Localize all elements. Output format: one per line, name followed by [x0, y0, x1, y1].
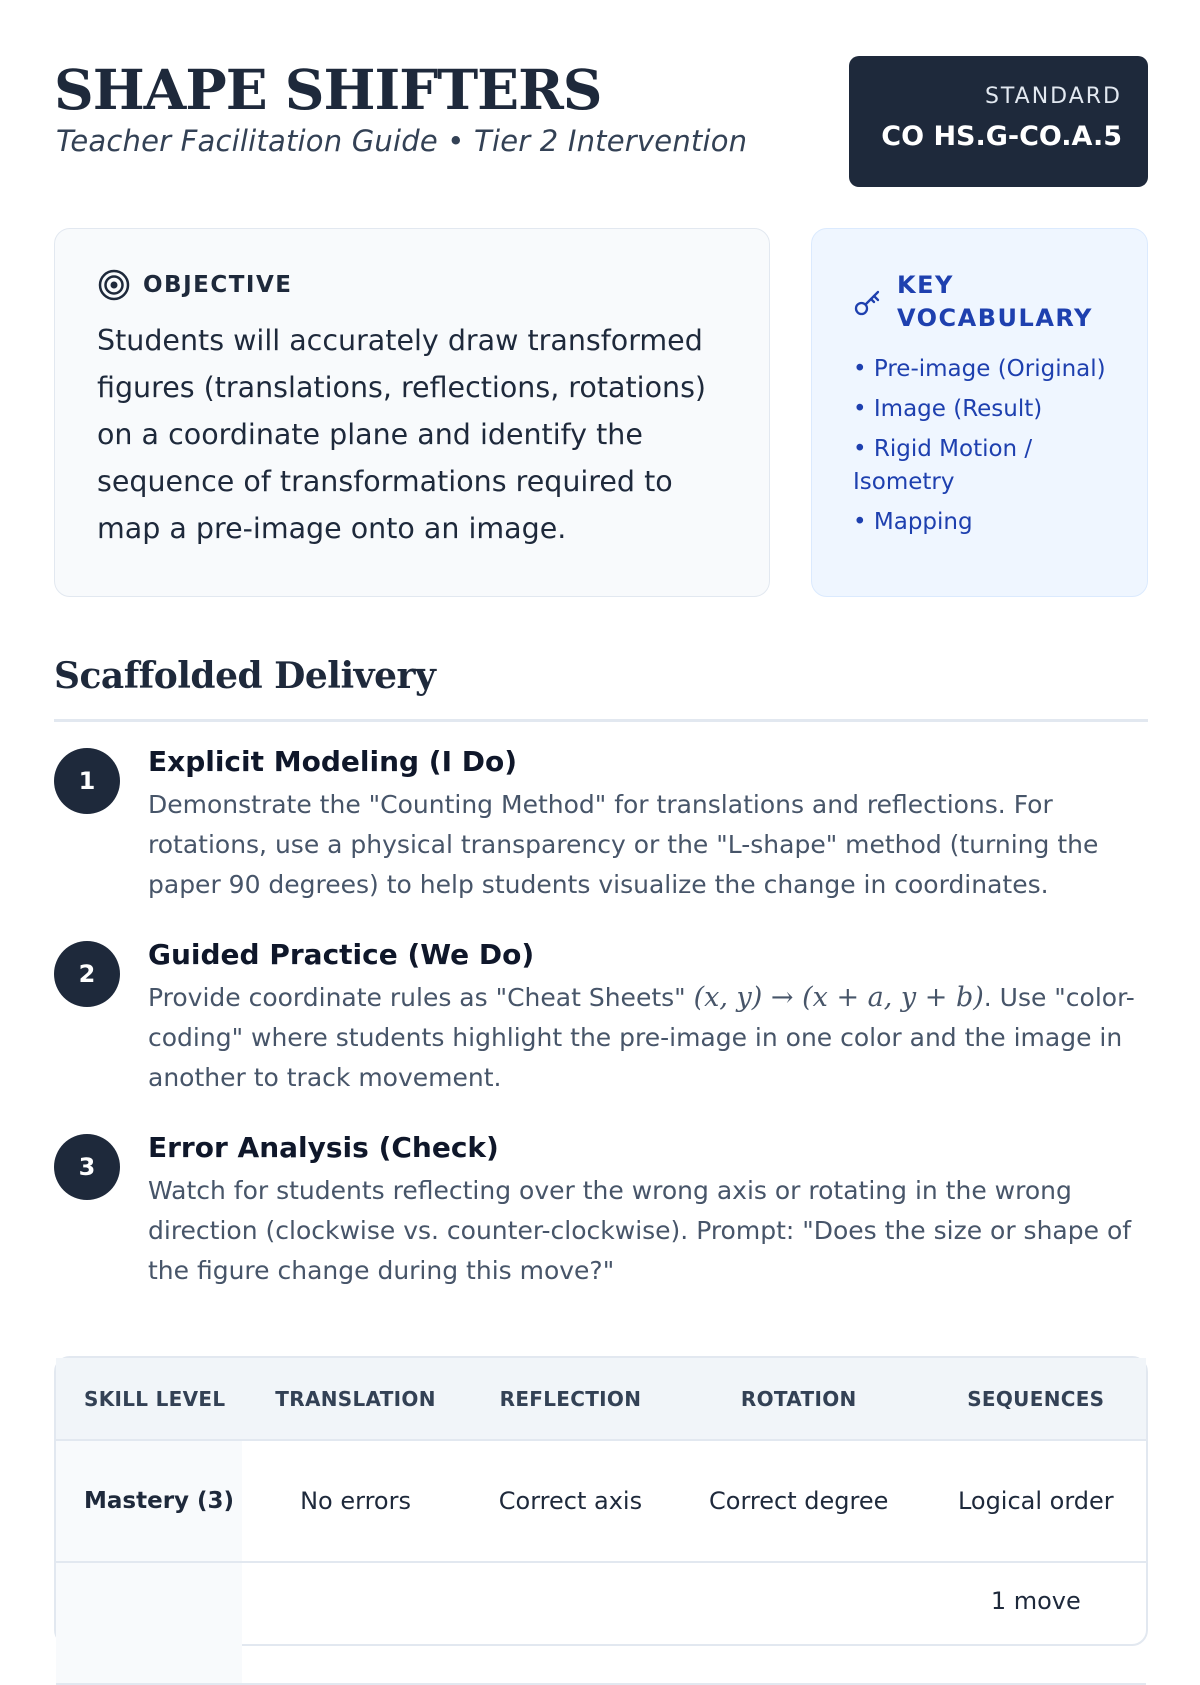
- vocabulary-header: [853, 269, 1127, 335]
- table-cell: Logical order: [926, 1440, 1146, 1562]
- table-cell: Correct axis: [469, 1440, 672, 1562]
- column-header: SKILL LEVEL: [56, 1358, 242, 1440]
- table-header-row: [56, 1358, 1146, 1440]
- table-cell: [242, 1562, 469, 1684]
- table-row: [56, 1562, 1146, 1684]
- step-text-before: Provide coordinate rules as "Cheat Sheets": [148, 983, 694, 1012]
- step-body: [148, 938, 1148, 1098]
- column-header: REFLECTION: [469, 1358, 672, 1440]
- table-cell: [672, 1562, 926, 1684]
- standard-badge: [849, 56, 1148, 187]
- table-cell: No errors: [242, 1440, 469, 1562]
- section-title: Scaffolded Delivery: [54, 655, 436, 697]
- step-body: [148, 745, 1148, 905]
- table-cell: [469, 1562, 672, 1684]
- vocabulary-item: • Mapping: [853, 509, 973, 535]
- step-number-badge: 2: [54, 941, 120, 1007]
- step-title: Explicit Modeling (I Do): [148, 745, 518, 778]
- page-subtitle: Teacher Facilitation Guide • Tier 2 Intervention: [56, 124, 748, 158]
- page-title: SHAPE SHIFTERS: [54, 57, 602, 122]
- objective-card: [54, 228, 770, 597]
- step-title: Guided Practice (We Do): [148, 938, 535, 971]
- standard-code: CO HS.G-CO.A.5: [881, 121, 1122, 152]
- skill-level-cell: Mastery (3): [56, 1440, 242, 1562]
- step-title: Error Analysis (Check): [148, 1131, 499, 1164]
- rubric-table: [54, 1356, 1148, 1646]
- table-row: [56, 1440, 1146, 1562]
- standard-label: STANDARD: [984, 84, 1122, 109]
- skill-level-cell: [56, 1562, 242, 1684]
- key-icon: [853, 287, 883, 317]
- step-number-badge: 1: [54, 748, 120, 814]
- vocabulary-heading: [897, 269, 1093, 335]
- vocabulary-card: [811, 228, 1148, 597]
- step-number-badge: 3: [54, 1134, 120, 1200]
- step-text: Watch for students reflecting over the wrong axis or rotating in the wrong direction (clockwise vs. counter-clockwise). Prompt: "Does the size or shape of the figure change during this move?": [148, 1176, 1132, 1285]
- vocabulary-item: • Pre-image (Original): [853, 356, 1106, 382]
- column-header: SEQUENCES: [926, 1358, 1146, 1440]
- page-header: [54, 56, 1148, 187]
- column-header: ROTATION: [672, 1358, 926, 1440]
- step-text-after: . Use "color-coding" where students highlight the pre-image in one color and the image in another to track movement.: [148, 983, 1135, 1092]
- column-header: TRANSLATION: [242, 1358, 469, 1440]
- coordinate-rule: (x, y) → (x + a, y + b): [693, 982, 984, 1013]
- vocabulary-item: • Image (Result): [853, 396, 1043, 422]
- table-cell: 1 move: [926, 1562, 1146, 1684]
- vocabulary-list: [853, 353, 1127, 539]
- vocabulary-heading-line-2: VOCABULARY: [897, 304, 1093, 332]
- step-text: Demonstrate the "Counting Method" for translations and reflections. For rotations, use a physical transparency or the "L-shape" method (turning the paper 90 degrees) to help students visualize the change in coordinates.: [148, 790, 1099, 899]
- objective-heading: OBJECTIVE: [143, 272, 293, 298]
- target-icon: [97, 268, 131, 302]
- section-divider: [54, 719, 1148, 722]
- vocabulary-heading-line-1: KEY: [897, 271, 954, 299]
- step-body: [148, 1131, 1148, 1291]
- vocabulary-item: • Rigid Motion / Isometry: [853, 436, 1033, 495]
- objective-header: [97, 267, 729, 303]
- objective-text: Students will accurately draw transformed figures (translations, reflections, rotations) on a coordinate plane and identify the sequence of transformations required to map a pre-image onto an image.: [97, 324, 707, 545]
- table-cell: Correct degree: [672, 1440, 926, 1562]
- step-text: [148, 978, 1148, 1098]
